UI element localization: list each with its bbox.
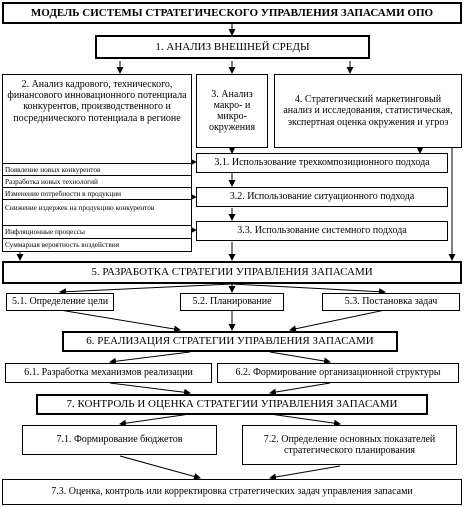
step-3-3-system-approach: 3.3. Использование системного подхода: [196, 221, 448, 241]
diagram-title: МОДЕЛЬ СИСТЕМЫ СТРАТЕГИЧЕСКОГО УПРАВЛЕНИЯ ЗАПАСАМИ ОПО: [2, 2, 462, 24]
arrow-7-to-7-2: [270, 414, 340, 424]
step-3-macro-micro: 3. Анализ макро- и микро- окружения: [196, 74, 268, 148]
step-7-control-evaluation: 7. КОНТРОЛЬ И ОЦЕНКА СТРАТЕГИИ УПРАВЛЕНИЯ ЗАПАСАМИ: [36, 394, 428, 415]
arrow-6-to-6-1: [110, 352, 190, 362]
arrow-6-1-to-7: [110, 383, 190, 393]
arrow-5-1-to-6: [60, 310, 180, 330]
step-6-2-org-structure: 6.2. Формирование организационной структуры: [217, 363, 459, 383]
step-5-1-goal-definition: 5.1. Определение цели: [6, 293, 114, 311]
step-2-item-2: Разработка новых технологий: [3, 175, 191, 187]
step-6-strategy-implementation: 6. РЕАЛИЗАЦИЯ СТРАТЕГИИ УПРАВЛЕНИЯ ЗАПАСАМИ: [62, 331, 398, 352]
arrow-6-to-6-2: [270, 352, 330, 362]
arrow-5-to-5-1: [60, 284, 232, 292]
arrow-5-to-5-3: [232, 284, 385, 292]
step-2-competitor-analysis: [2, 74, 192, 252]
step-7-1-budget-formation: 7.1. Формирование бюджетов: [22, 425, 217, 455]
step-2-label: 2. Анализ кадрового, технического, финансового инновационного потенциала конкурентов, производственного и посреднического потенциала в регионе: [7, 79, 187, 124]
step-5-3-task-setting: 5.3. Постановка задач: [322, 293, 460, 311]
step-4-marketing-analysis: 4. Стратегический маркетинговый анализ и исследования, статистическая, экспертная оценка окружения и угроз: [274, 74, 462, 148]
arrow-6-2-to-7: [270, 383, 330, 393]
step-5-strategy-development: 5. РАЗРАБОТКА СТРАТЕГИИ УПРАВЛЕНИЯ ЗАПАСАМИ: [2, 261, 462, 284]
step-2-item-3: Изменение потребности в продукции: [3, 187, 191, 199]
step-2-item-4: Снижение издержек на продукцию конкурентов: [3, 199, 191, 225]
step-2-item-5: Инфляционные процессы: [3, 225, 191, 237]
arrow-5-3-to-6: [290, 310, 385, 330]
step-2-item-1: Появление новых конкурентов: [3, 163, 191, 175]
step-3-2-situational-approach: 3.2. Использование ситуационного подхода: [196, 187, 448, 207]
step-7-3-assessment-correction: 7.3. Оценка, контроль или корректировка стратегических задач управления запасами: [2, 479, 462, 505]
arrow-7-2-to-7-3: [270, 466, 340, 478]
step-7-2-key-indicators: 7.2. Определение основных показателей стратегического планирования: [242, 425, 457, 465]
step-1-external-analysis: 1. АНАЛИЗ ВНЕШНЕЙ СРЕДЫ: [95, 35, 370, 59]
step-5-2-planning: 5.2. Планирование: [180, 293, 284, 311]
arrow-7-1-to-7-3: [120, 456, 200, 478]
step-6-1-mechanisms: 6.1. Разработка механизмов реализации: [5, 363, 212, 383]
step-2-item-6: Суммарная вероятность воздействия: [3, 238, 191, 250]
step-3-1-three-component-approach: 3.1. Использование трехкомпозиционного подхода: [196, 153, 448, 173]
arrow-7-to-7-1: [120, 414, 190, 424]
